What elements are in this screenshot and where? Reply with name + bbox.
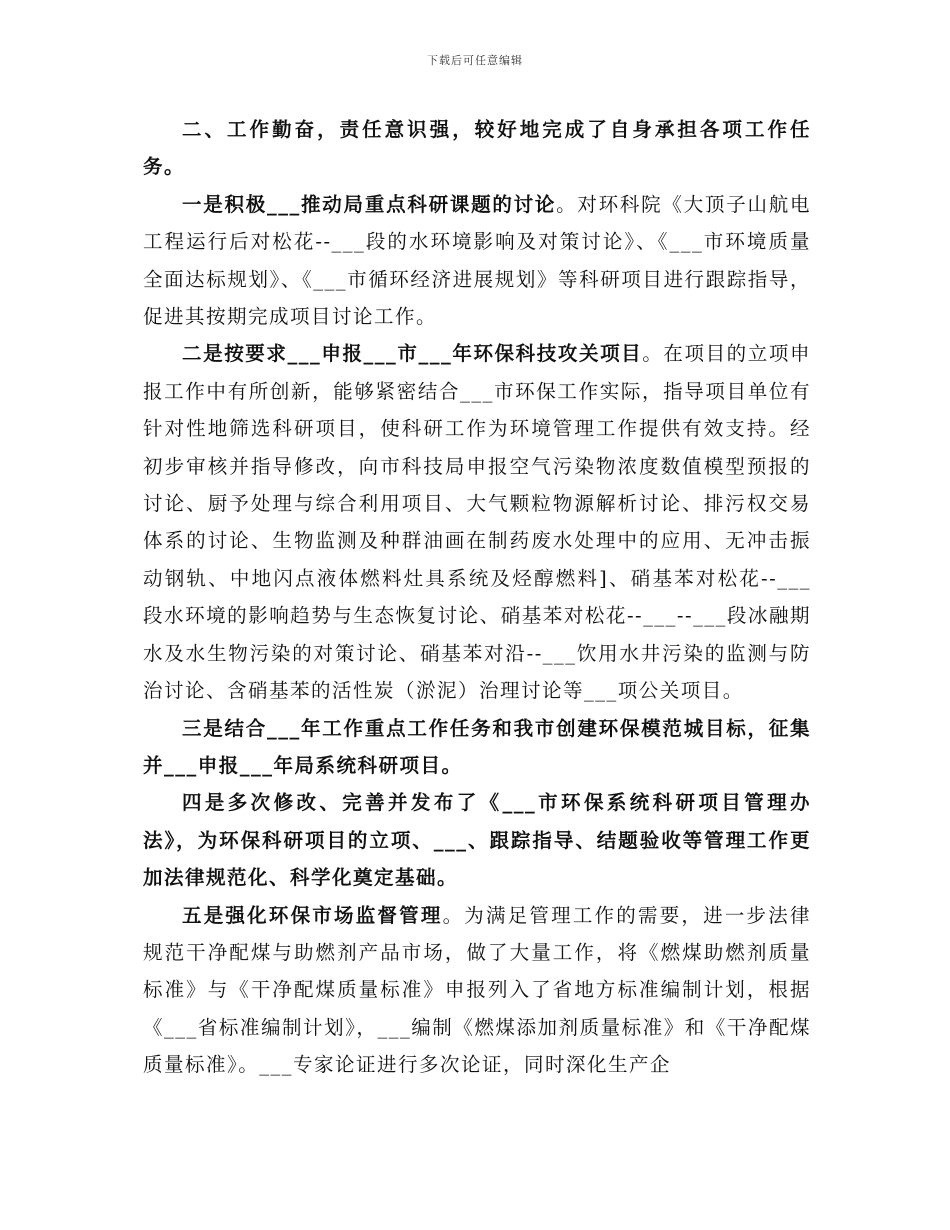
paragraph-item-5 <box>143 897 811 1084</box>
paragraph-item-3: 三是结合___年工作重点工作任务和我市创建环保模范城目标，征集并___申报___年局系统科研项目。 <box>143 716 811 777</box>
paragraph-text: 。对环科院《大顶子山航电工程运行后对松花--___段的水环境影响及对策讨论》、《___市环境质量全面达标规划》、《___市循环经济进展规划》等科研项目进行跟踪指导，促进其按期完成项目讨论工作。 <box>143 192 811 329</box>
document-body <box>143 111 811 1084</box>
paragraph-lead: 一是积极___推动局重点科研课题的讨论 <box>182 192 557 216</box>
paragraph-item-2 <box>143 335 811 709</box>
paragraph-lead: 五是强化环保市场监督管理 <box>182 903 443 927</box>
section-heading: 二、工作勤奋，责任意识强，较好地完成了自身承担各项工作任务。 <box>143 118 811 179</box>
page-header: 下载后可任意编辑 <box>427 54 523 67</box>
paragraph-item-4: 四是多次修改、完善并发布了《___市环保系统科研项目管理办法》，为环保科研项目的立项、___、跟踪指导、结题验收等管理工作更加法律规范化、科学化奠定基础。 <box>143 791 811 890</box>
paragraph-text: 。在项目的立项申报工作中有所创新，能够紧密结合___市环保工作实际，指导项目单位有针对性地筛选科研项目，使科研工作为环境管理工作提供有效支持。经初步审核并指导修改，向市科技局申报空气污染物浓度数值模型预报的讨论、厨予处理与综合利用项目、大气颗粒物源解析讨论、排污权交易体系的讨论、生物监测及种群油画在制药废水处理中的应用、无冲击振动钢轨、中地闪点液体燃料灶具系统及烃醇燃料]、硝基苯对松花--___段水环境的影响趋势与生态恢复讨论、硝基苯对松花--___--___段冰融期水及水生物污染的对策讨论、硝基苯对沿--___饮用水井污染的监测与防治讨论、含硝基苯的活性炭（淤泥）治理讨论等___项公关项目。 <box>143 342 811 703</box>
paragraph-text: 。为满足管理工作的需要，进一步法律规范干净配煤与助燃剂产品市场，做了大量工作，将《燃煤助燃剂质量标准》与《干净配煤质量标准》申报列入了省地方标准编制计划，根据《___省标准编制计划》，___编制《燃煤添加剂质量标准》和《干净配煤质量标准》。___专家论证进行多次论证，同时深化生产企 <box>143 903 811 1077</box>
paragraph-lead: 二是按要求___申报___市___年环保科技攻关项目 <box>182 342 643 366</box>
paragraph-item-1 <box>143 186 811 336</box>
